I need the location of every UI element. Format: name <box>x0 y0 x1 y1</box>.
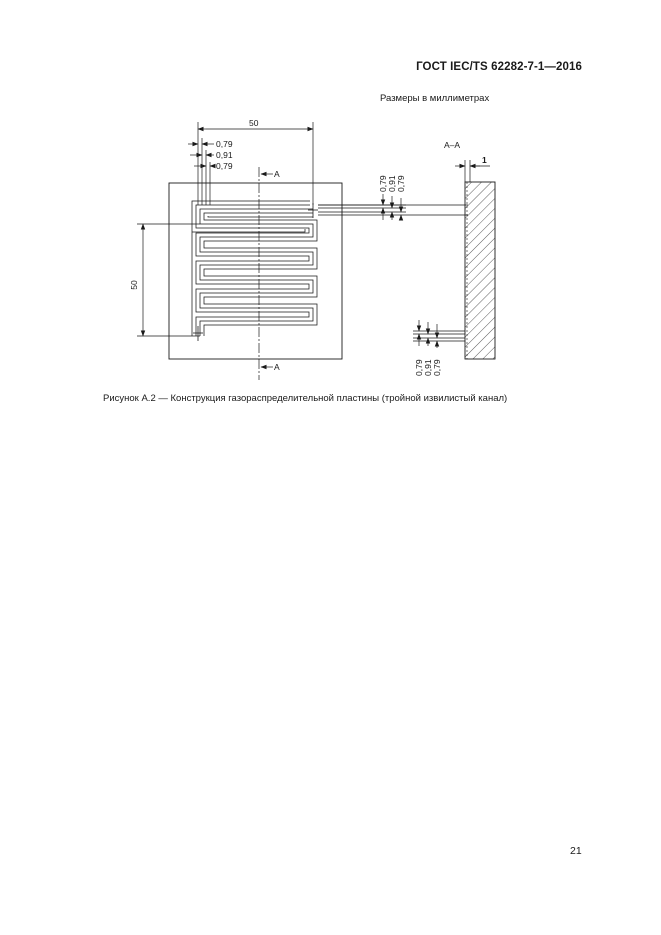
top-dim-3: 0,79 <box>216 161 233 171</box>
inlet-marker <box>193 326 203 341</box>
top-dim-2: 0,91 <box>216 150 233 160</box>
section-dim-2: 0,91 <box>423 359 433 376</box>
right-dim-1: 0,79 <box>378 175 388 192</box>
section-mark-top: A <box>274 169 280 179</box>
right-dim-3: 0,79 <box>396 175 406 192</box>
plate-drawing <box>0 0 661 420</box>
figure-caption: Рисунок А.2 — Конструкция газораспределительной пластины (тройной извилистый канал) <box>103 393 508 404</box>
height-dimension <box>137 224 200 336</box>
section-dim-3: 0,79 <box>432 359 442 376</box>
thickness-dim-label: 1 <box>482 155 487 165</box>
document-header: ГОСТ IEC/TS 62282-7-1—2016 <box>416 61 582 73</box>
top-small-dims <box>188 138 214 205</box>
right-dim-2: 0,91 <box>387 175 397 192</box>
right-small-dims <box>318 194 468 220</box>
page-number: 21 <box>570 845 582 857</box>
serpentine-channels <box>192 201 317 336</box>
top-dim-1: 0,79 <box>216 139 233 149</box>
section-small-dims <box>413 320 465 348</box>
section-view <box>465 182 495 359</box>
width-dim-label: 50 <box>249 118 259 128</box>
height-dim-label: 50 <box>129 280 139 290</box>
units-note: Размеры в миллиметрах <box>380 93 490 104</box>
section-title: А–А <box>444 140 461 150</box>
section-mark-bottom: A <box>274 362 280 372</box>
section-dim-1: 0,79 <box>414 359 424 376</box>
